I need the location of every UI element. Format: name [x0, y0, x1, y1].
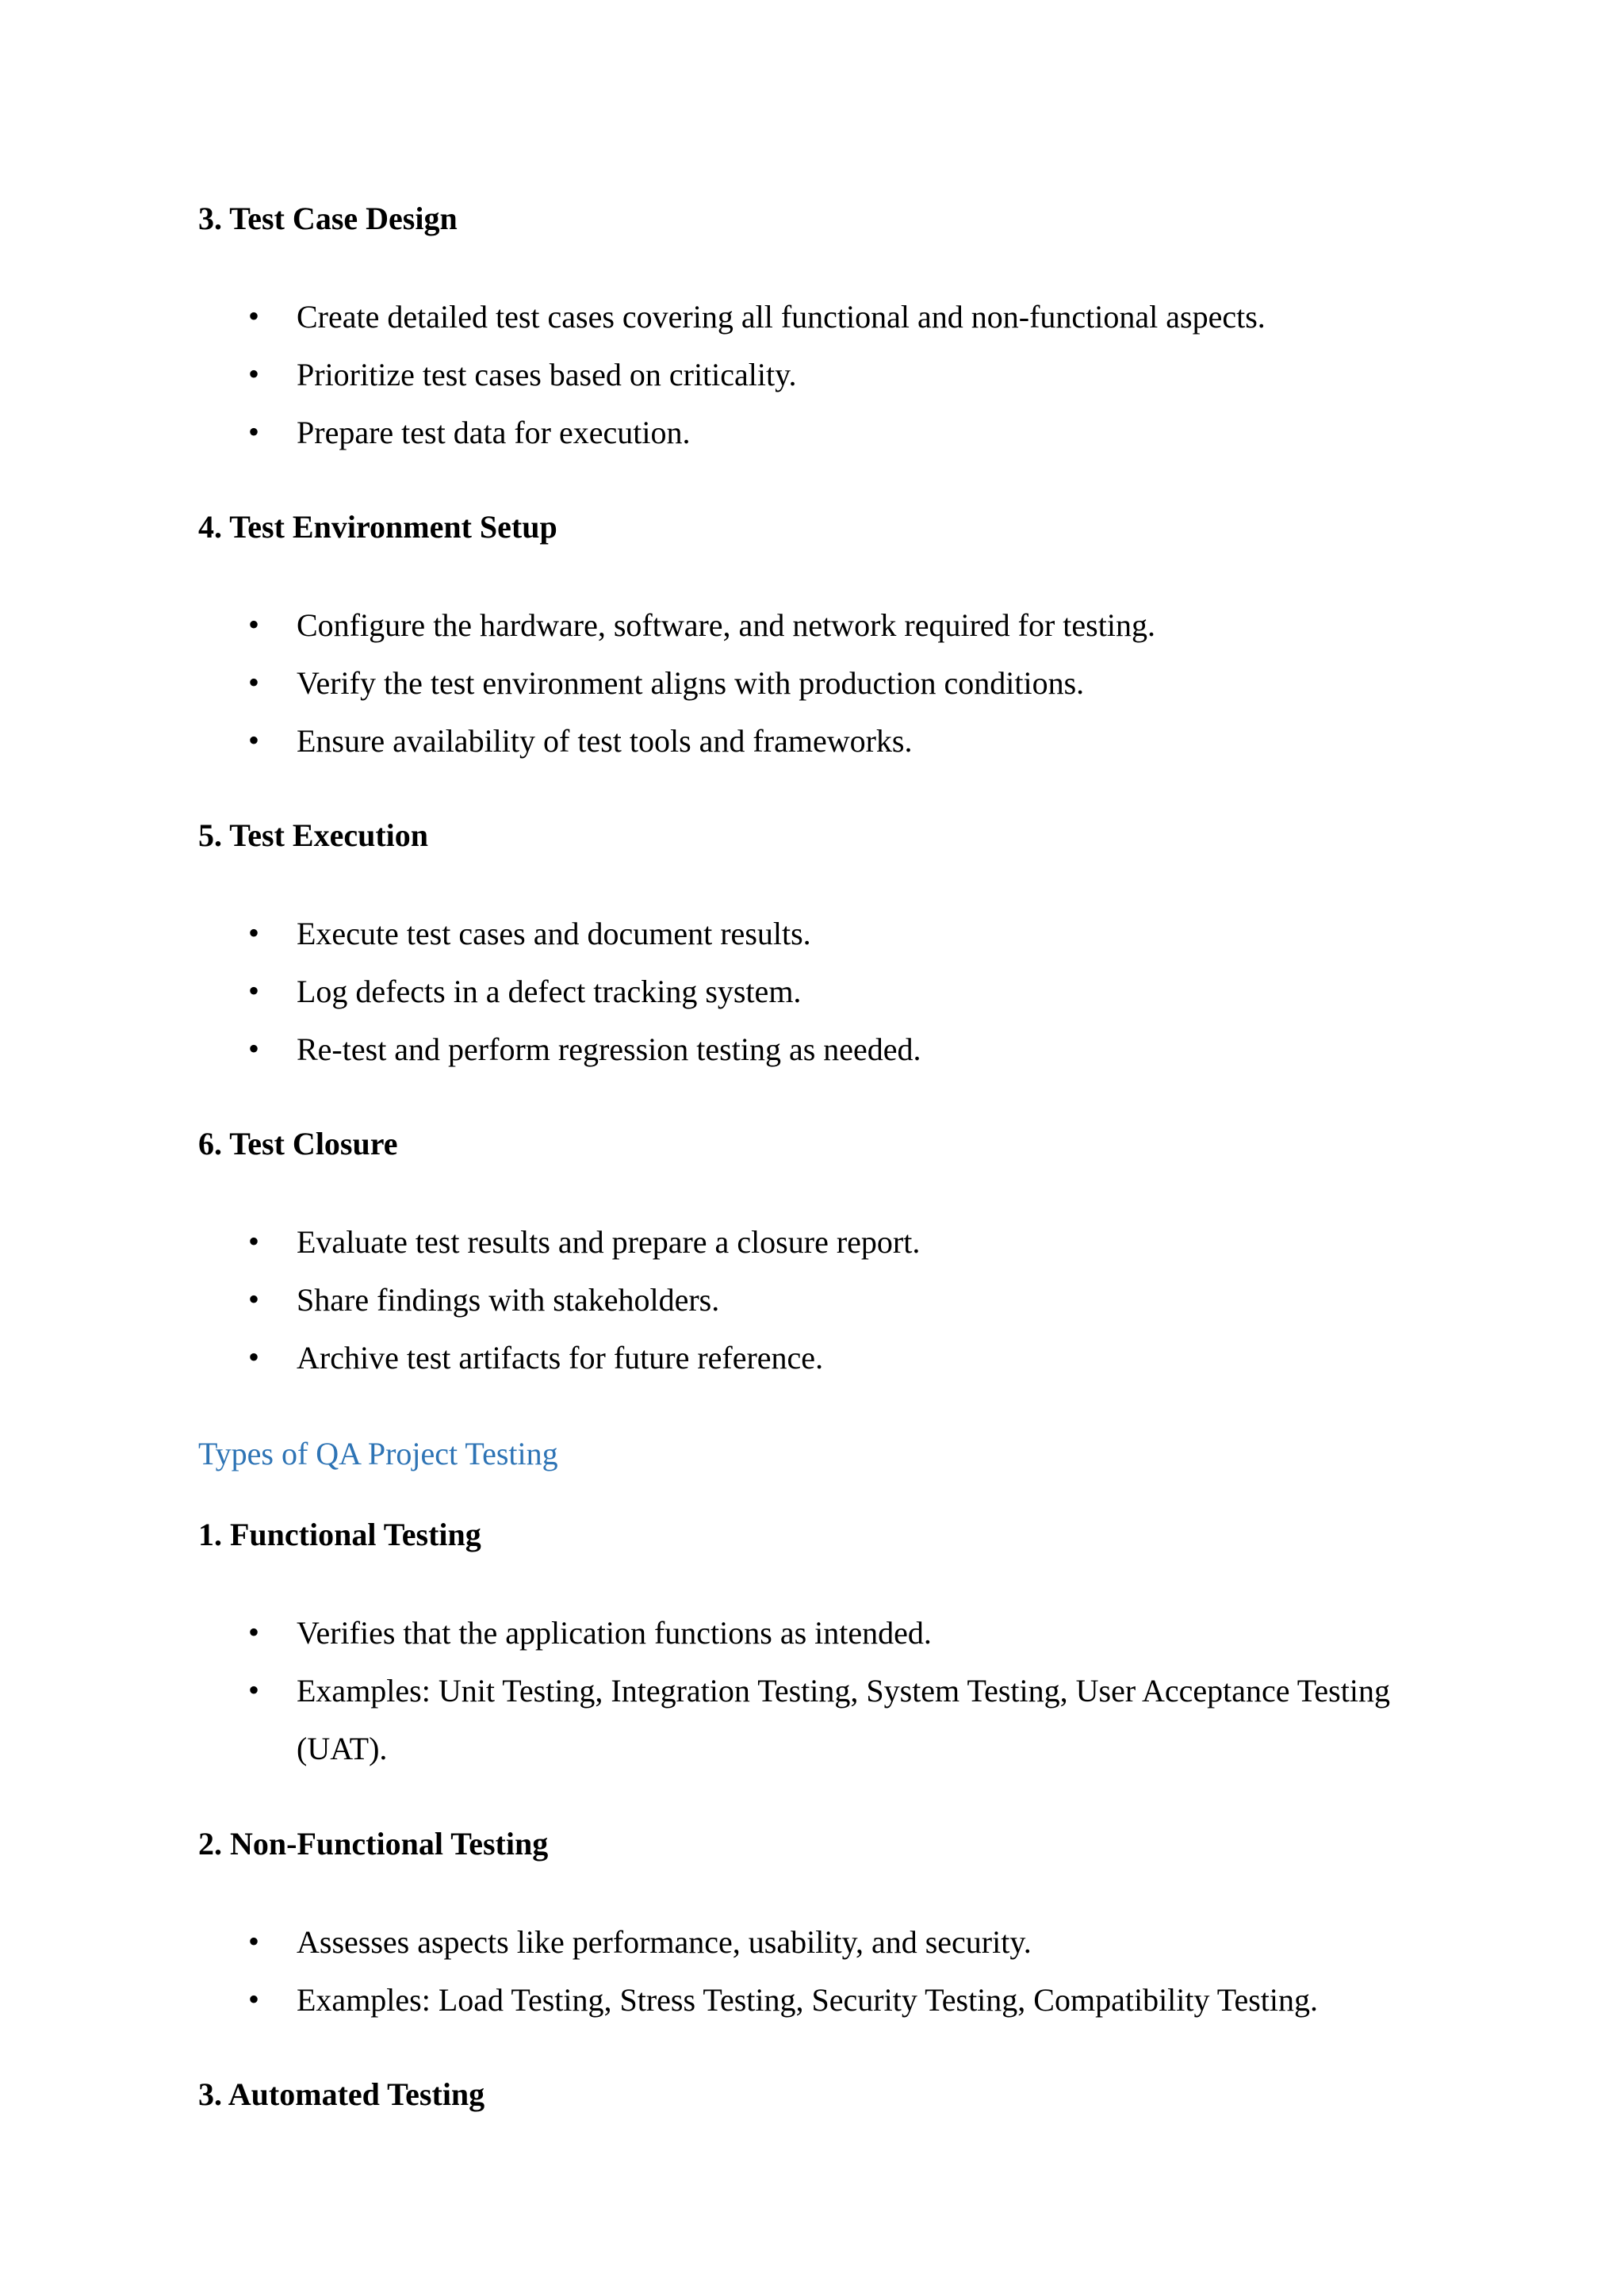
bullet-icon: • [247, 1339, 259, 1375]
types-section-title: Types of QA Project Testing [198, 1436, 558, 1471]
bullet-icon: • [247, 664, 259, 700]
list-item: Verify the test environment aligns with production conditions. [297, 665, 1085, 701]
list-item: Examples: Load Testing, Stress Testing, Security Testing, Compatibility Testing. [297, 1982, 1318, 2018]
section-heading-test-case-design: 3. Test Case Design [198, 201, 458, 236]
bullet-icon: • [247, 722, 259, 758]
bullet-icon: • [247, 1672, 259, 1708]
bullet-icon: • [247, 298, 259, 334]
list-item: Configure the hardware, software, and network required for testing. [297, 607, 1155, 643]
section-heading-automated-testing: 3. Automated Testing [198, 2076, 485, 2112]
bullet-icon: • [247, 1981, 259, 2017]
list-item: Ensure availability of test tools and frameworks. [297, 723, 913, 759]
bullet-icon: • [247, 915, 259, 951]
bullet-icon: • [247, 414, 259, 450]
bullet-icon: • [247, 356, 259, 392]
list-item: Archive test artifacts for future reference. [297, 1340, 824, 1376]
list-item: Log defects in a defect tracking system. [297, 974, 802, 1009]
section-heading-test-execution: 5. Test Execution [198, 817, 429, 853]
section-heading-non-functional-testing: 2. Non-Functional Testing [198, 1826, 549, 1862]
list-item: Evaluate test results and prepare a closure report. [297, 1224, 921, 1260]
list-item: Examples: Unit Testing, Integration Testing, System Testing, User Acceptance Testing (UAT). [297, 1673, 1390, 1766]
section-heading-functional-testing: 1. Functional Testing [198, 1517, 481, 1552]
list-item: Share findings with stakeholders. [297, 1282, 720, 1318]
list-item: Prepare test data for execution. [297, 415, 691, 450]
bullet-icon: • [247, 1923, 259, 1959]
list-item: Assesses aspects like performance, usability, and security. [297, 1924, 1032, 1960]
bullet-icon: • [247, 1223, 259, 1259]
section-heading-test-closure: 6. Test Closure [198, 1126, 398, 1161]
list-item: Verifies that the application functions as intended. [297, 1615, 932, 1651]
list-item: Re-test and perform regression testing as needed. [297, 1031, 921, 1067]
bullet-icon: • [247, 973, 259, 1008]
list-item: Execute test cases and document results. [297, 916, 811, 951]
list-item: Create detailed test cases covering all functional and non-functional aspects. [297, 299, 1266, 335]
bullet-icon: • [247, 1031, 259, 1066]
bullet-icon: • [247, 607, 259, 642]
section-heading-test-environment-setup: 4. Test Environment Setup [198, 509, 557, 545]
bullet-icon: • [247, 1281, 259, 1317]
list-item: Prioritize test cases based on criticality. [297, 357, 797, 392]
bullet-icon: • [247, 1614, 259, 1650]
